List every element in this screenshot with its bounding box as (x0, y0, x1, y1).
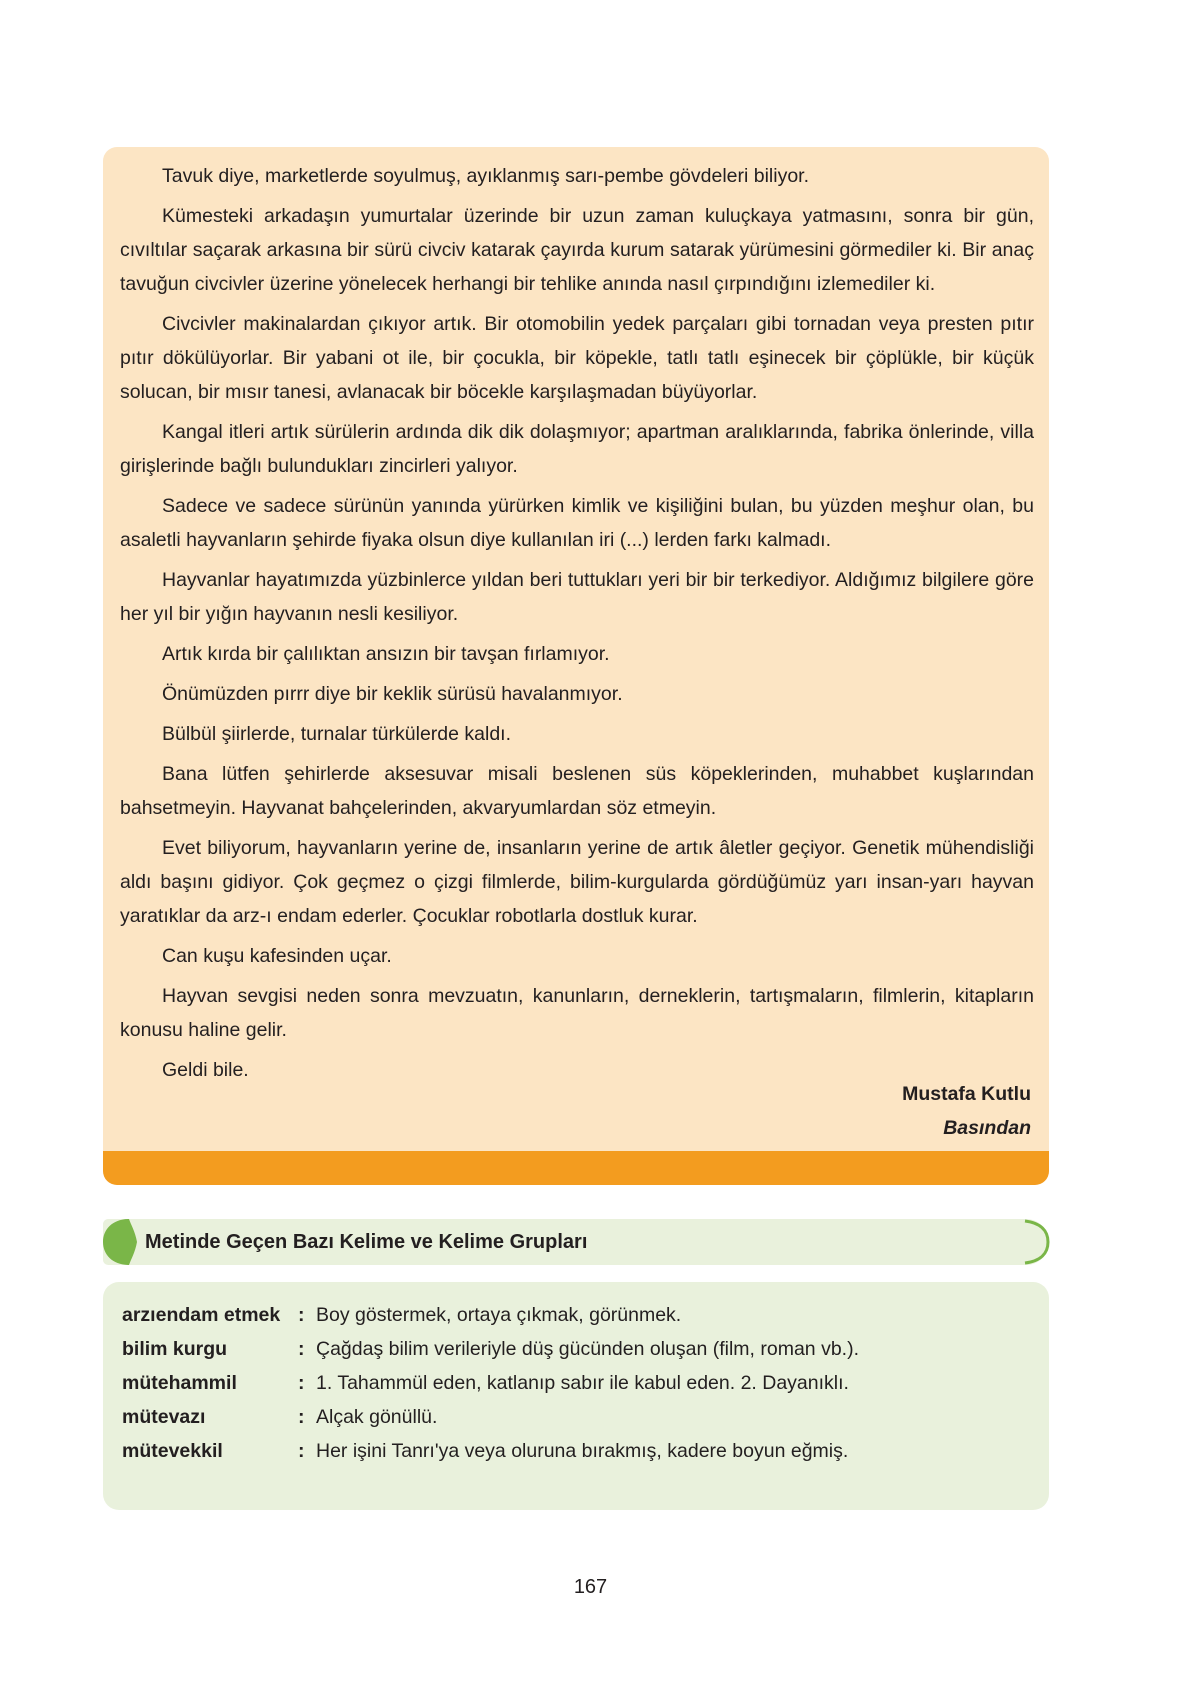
glossary-term: mütevazı (122, 1406, 206, 1428)
author-name: Mustafa Kutlu (902, 1083, 1031, 1105)
glossary-definition: Alçak gönüllü. (316, 1406, 438, 1428)
signature (902, 1077, 1031, 1145)
paragraph-9: Bülbül şiirlerde, turnalar türkülerde kaldı. (162, 723, 512, 745)
glossary-entry (122, 1434, 1022, 1468)
glossary-colon: : (298, 1406, 305, 1428)
paragraph-10: Bana lütfen şehirlerde aksesuvar misali beslenen süs köpeklerinden, muhabbet kuşlarından bahsetmeyin. Hayvanat bahçelerinden, akvaryumlardan söz etmeyin. (120, 763, 1034, 819)
glossary-header (103, 1219, 1049, 1265)
paragraph-5: Sadece ve sadece sürünün yanında yürürken kimlik ve kişiliğini bulan, bu yüzden meşhur olan, bu asaletli hayvanların şehirde fiyaka olsun diye kullanılan iri (...) lerden farkı kalmadı. (120, 495, 1034, 551)
glossary-list (122, 1298, 1022, 1468)
glossary-term: mütevekkil (122, 1440, 223, 1462)
paragraph-2: Kümesteki arkadaşın yumurtalar üzerinde bir uzun zaman kuluçkaya yatmasını, sonra bir gün, cıvıltılar saçarak arkasına bir sürü civciv katarak çayırda kurum satarak yürümesini görmediler ki. Bir anaç tavuğun civcivler üzerine yönelecek herhangi bir tehlike anında nasıl çırpındığını izlemediler ki. (120, 205, 1034, 295)
glossary-definition: 1. Tahammül eden, katlanıp sabır ile kabul eden. 2. Dayanıklı. (316, 1372, 849, 1394)
glossary-colon: : (298, 1304, 305, 1326)
glossary-definition: Boy göstermek, ortaya çıkmak, görünmek. (316, 1304, 682, 1326)
paragraph-3: Civcivler makinalardan çıkıyor artık. Bir otomobilin yedek parçaları gibi tornadan veya presten pıtır pıtır dökülüyorlar. Bir yabani ot ile, bir çocukla, bir köpekle, tatlı tatlı eşinecek bir çöplükle, bir küçük solucan, bir mısır tanesi, avlanacak bir böcekle karşılaşmadan büyüyorlar. (120, 313, 1034, 403)
glossary-entry (122, 1400, 1022, 1434)
paragraph-13: Hayvan sevgisi neden sonra mevzuatın, kanunların, derneklerin, tartışmaların, filmlerin, kitapların konusu haline gelir. (120, 985, 1034, 1041)
glossary-definition: Çağdaş bilim verileriyle düş gücünden oluşan (film, roman vb.). (316, 1338, 859, 1360)
paragraph-1: Tavuk diye, marketlerde soyulmuş, ayıklanmış sarı-pembe gövdeleri biliyor. (162, 165, 810, 187)
glossary-title: Metinde Geçen Bazı Kelime ve Kelime Grupları (145, 1231, 588, 1253)
source-name: Basından (943, 1117, 1031, 1139)
paragraph-4: Kangal itleri artık sürülerin ardında dik dik dolaşmıyor; apartman aralıklarında, fabrika önlerinde, villa girişlerinde bağlı bulundukları zincirleri yalıyor. (120, 421, 1034, 477)
glossary-box (103, 1282, 1049, 1510)
glossary-definition: Her işini Tanrı'ya veya oluruna bırakmış, kadere boyun eğmiş. (316, 1440, 849, 1462)
glossary-entry (122, 1298, 1022, 1332)
glossary-term: arzıendam etmek (122, 1304, 281, 1326)
glossary-colon: : (298, 1372, 305, 1394)
paragraph-11: Evet biliyorum, hayvanların yerine de, insanların yerine de artık âletler geçiyor. Genetik mühendisliği aldı başını gidiyor. Çok geçmez o çizgi filmlerde, bilim-kurgularda gördüğümüz yarı insan-yarı hayvan yaratıklar da arz-ı endam ederler. Çocuklar robotlarla dostluk kurar. (120, 837, 1034, 927)
glossary-entry (122, 1366, 1022, 1400)
paragraph-12: Can kuşu kafesinden uçar. (162, 945, 392, 967)
reading-passage-box (103, 147, 1049, 1185)
glossary-entry (122, 1332, 1022, 1366)
page-number: 167 (573, 1576, 608, 1598)
paragraph-6: Hayvanlar hayatımızda yüzbinlerce yıldan beri tuttukları yeri bir bir terkediyor. Aldığımız bilgilere göre her yıl bir yığın hayvanın nesli kesiliyor. (120, 569, 1034, 625)
bracket-curve-icon (1021, 1219, 1051, 1265)
paragraph-8: Önümüzden pırrr diye bir keklik sürüsü havalanmıyor. (162, 683, 623, 705)
glossary-term: bilim kurgu (122, 1338, 228, 1360)
orange-band (103, 1151, 1049, 1185)
glossary-colon: : (298, 1440, 305, 1462)
paragraph-7: Artık kırda bir çalılıktan ansızın bir tavşan fırlamıyor. (162, 643, 610, 665)
reading-text (120, 159, 1034, 1093)
glossary-colon: : (298, 1338, 305, 1360)
glossary-term: mütehammil (122, 1372, 237, 1394)
paragraph-14: Geldi bile. (162, 1059, 249, 1081)
